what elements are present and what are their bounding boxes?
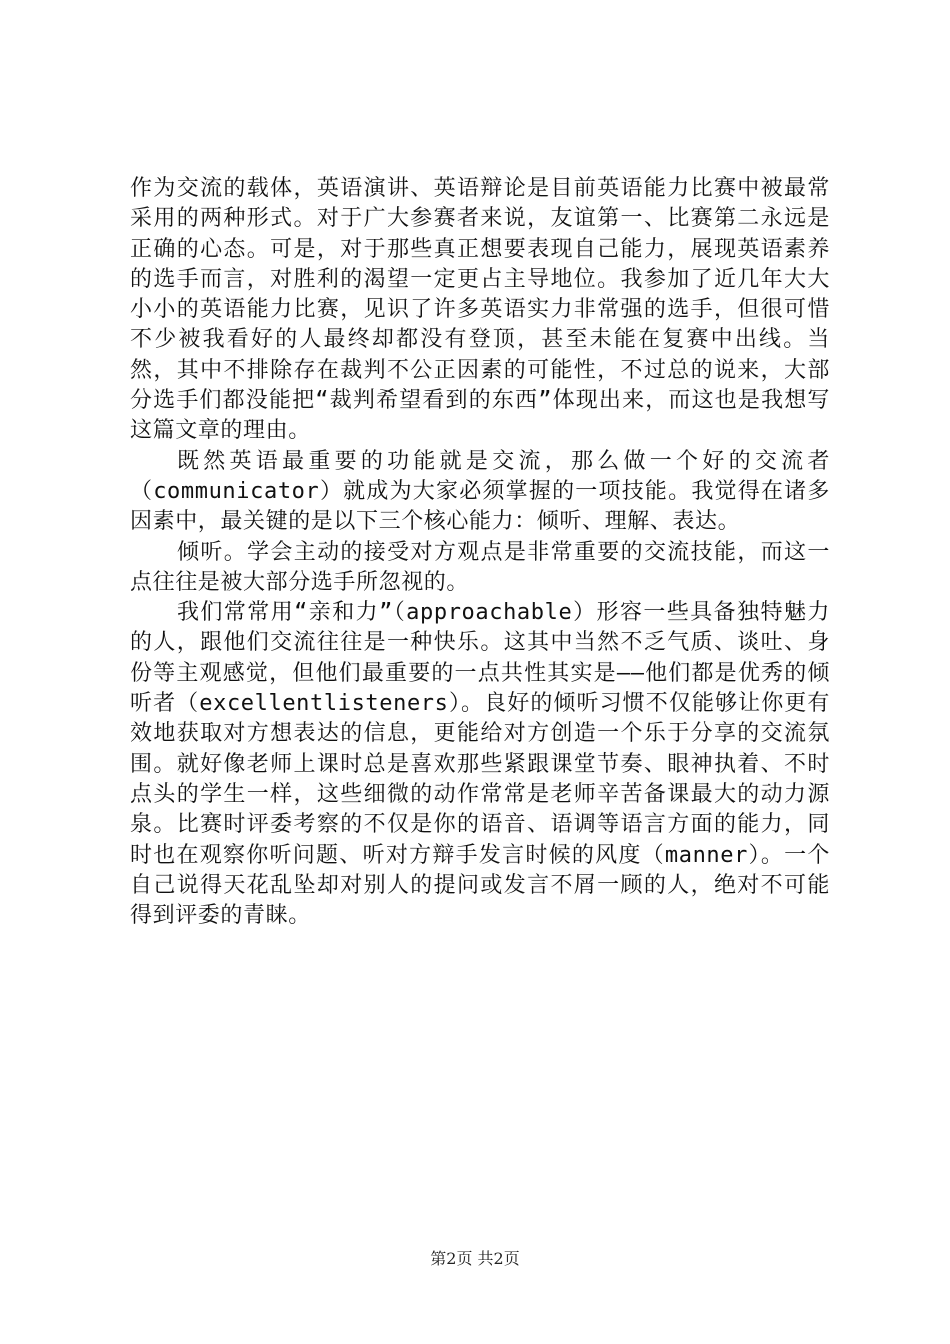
- document-body: [130, 174, 830, 931]
- paragraph-listening: 倾听。学会主动的接受对方观点是非常重要的交流技能，而这一点往往是被大部分选手所忽视的。: [130, 539, 830, 595]
- paragraph-approachable: 我们常常用“亲和力”（approachable）形容一些具备独特魅力的人，跟他们交流往往是一种快乐。这其中当然不乏气质、谈吐、身份等主观感觉，但他们最重要的一点共性其实是——他们都是优秀的倾听者（excellentlisteners）。良好的倾听习惯不仅能够让你更有效地获取对方想表达的信息，更能给对方创造一个乐于分享的交流氛围。就好像老师上课时总是喜欢那些紧跟课堂节奏、眼神执着、不时点头的学生一样，这些细微的动作常常是老师辛苦备课最大的动力源泉。比赛时评委考察的不仅是你的语音、语调等语言方面的能力，同时也在观察你听问题、听对方辩手发言时候的风度（manner）。一个自己说得天花乱坠却对别人的提问或发言不屑一顾的人，绝对不可能得到评委的青睐。: [130, 600, 830, 929]
- paragraph-communicator: 既然英语最重要的功能就是交流，那么做一个好的交流者（communicator）就成为大家必须掌握的一项技能。我觉得在诸多因素中，最关键的是以下三个核心能力：倾听、理解、表达。: [130, 448, 830, 535]
- paragraph-intro: 作为交流的载体，英语演讲、英语辩论是目前英语能力比赛中被最常采用的两种形式。对于广大参赛者来说，友谊第一、比赛第二永远是正确的心态。可是，对于那些真正想要表现自己能力，展现英语素养的选手而言，对胜利的渴望一定更占主导地位。我参加了近几年大大小小的英语能力比赛，见识了许多英语实力非常强的选手，但很可惜不少被我看好的人最终却都没有登顶，甚至未能在复赛中出线。当然，其中不排除存在裁判不公正因素的可能性，不过总的说来，大部分选手们都没能把“裁判希望看到的东西”体现出来，而这也是我想写这篇文章的理由。: [130, 176, 830, 444]
- page-number-footer: 第2页 共2页: [430, 1249, 520, 1268]
